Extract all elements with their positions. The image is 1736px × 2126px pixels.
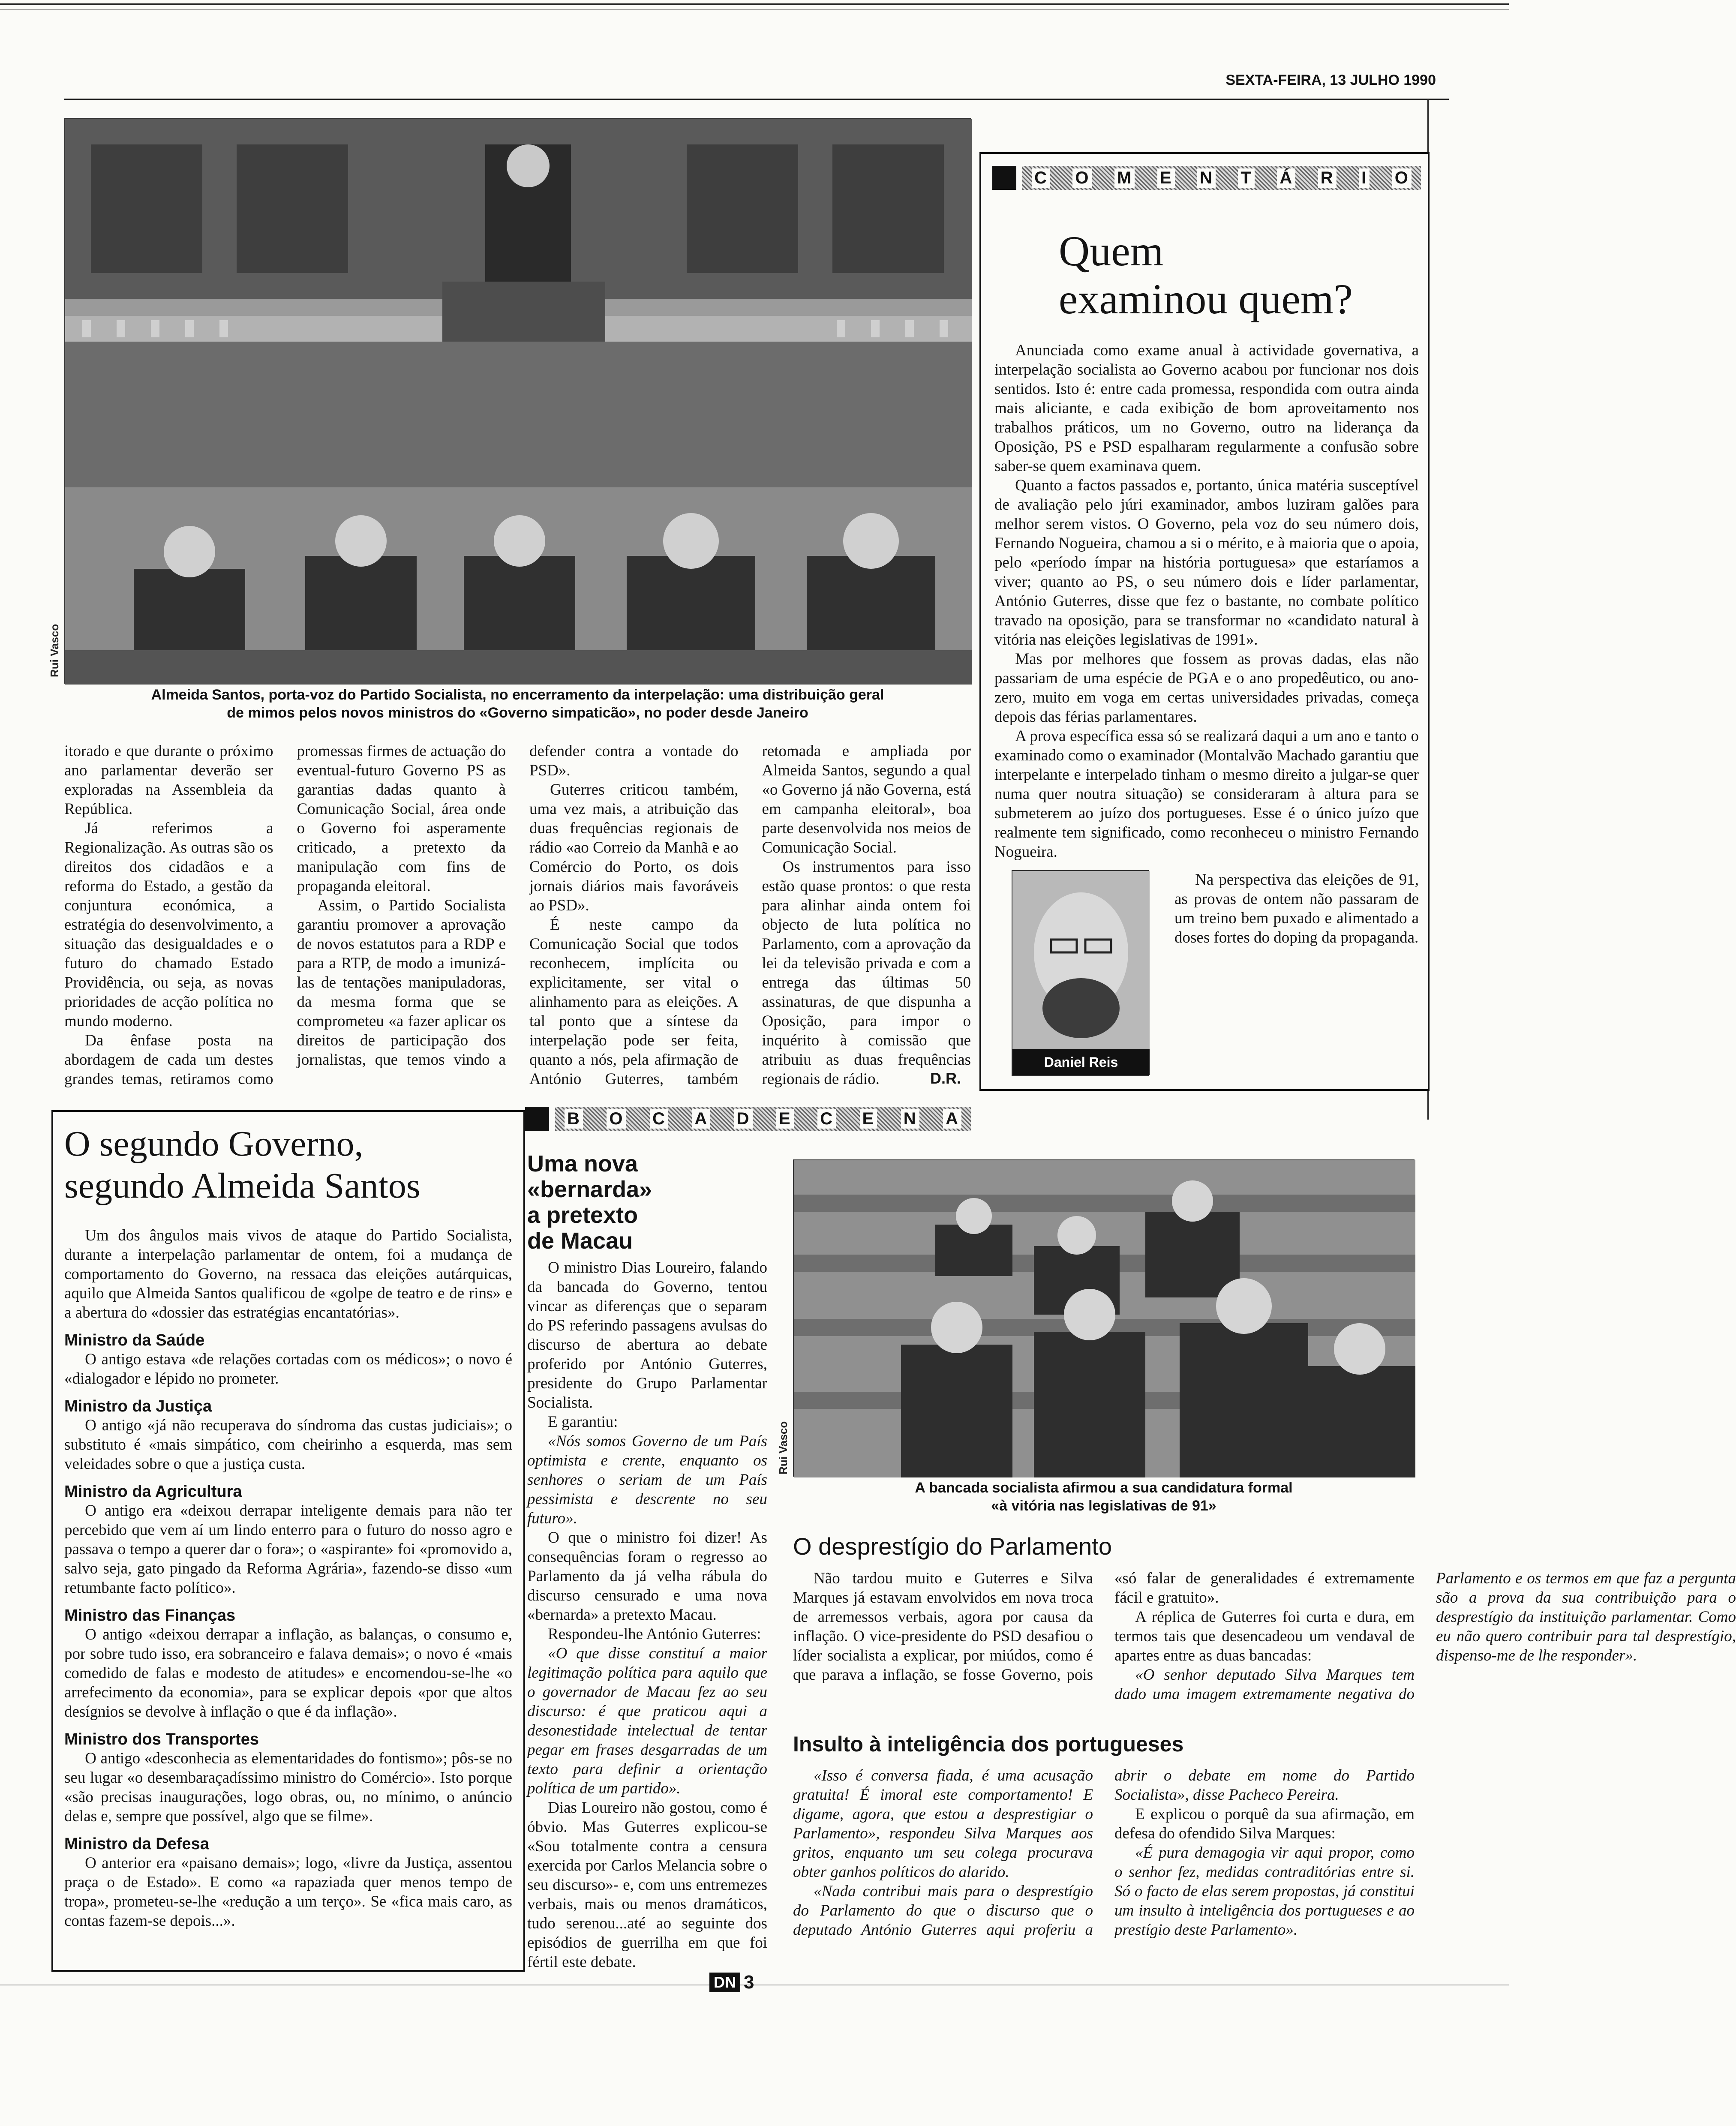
continuation-paragraph: itorado e que durante o próximo ano parlamentar deverão ser exploradas na Assembleia da República. — [64, 742, 273, 818]
minister-text: O antigo era «deixou derrapar inteligente demais para não ter percebido que vem aí um lindo enterro para o futuro do nosso agro e passava o tempo a querer dar o fora»; o «aspirante» foi «promovido a, salvo seja, gato pingado da Reforma Agrária», fazendo-se disso «um retumbante facto político». — [64, 1502, 512, 1597]
socialist-bench-image — [794, 1160, 1415, 1477]
macau-quote: «O que disse constituí a maior legitimação política para aquilo que o governador de Macau fez ao seu discurso: é que praticou aqui a desonestidade intelectual de tentar pegar em frases desgarradas de um texto para definir a orientação política de um partido». — [527, 1645, 767, 1797]
desprestigio-title: O desprestígio do Parlamento — [793, 1533, 1112, 1560]
kicker-letter: E — [1157, 168, 1175, 188]
minister-text: O anterior era «paisano demais»; logo, «livre da Justiça, assentou praça o de Estado». E como «a rapaziada quer menos tempo de tropa», prometeu-se-lhe «redução a um terço». Se «fica mais caro, as contas fazem-se depois...». — [64, 1854, 512, 1930]
header-rule — [64, 99, 1449, 100]
date-line: SEXTA-FEIRA, 13 JULHO 1990 — [1225, 72, 1436, 88]
kicker-letter: R — [1318, 168, 1337, 188]
kicker-letter: M — [1114, 168, 1135, 188]
comentario-body-bottom — [1174, 870, 1419, 947]
macau-paragraph: E garantiu: — [548, 1413, 618, 1431]
comentario-paragraph: Anunciada como exame anual à actividade governativa, a interpelação socialista ao Governo acabou por funcionar nos dois sentidos. Isto é: entre cada promessa, respondida com outra ainda mais aliciante, e cada exibição de bom aproveitamento nos trabalhos práticos, um no Governo, outro na liderança da Oposição, PS e PSD espalharam regularmente a confusão sobre saber-se quem examinava quem. — [994, 342, 1419, 475]
minister-text: O antigo «desconhecia as elementaridades do fontismo»; pôs-se no seu lugar «o desembaraçadíssimo ministro do Comércio». Isto porque «são precisas inaugurações, logo obras, ou, no mínimo, o anúncio delas e, sempre que possível, algo que se filme». — [64, 1750, 512, 1825]
comentario-kicker — [992, 165, 1421, 191]
kicker-letter: E — [776, 1109, 794, 1129]
insulto-quote: «Nada contribui mais para o desprestígio do Parlamento do que o discurso que o deputado António Guterres aqui proferiu a abrir o debate em nome do Partido Socialista», disse Pacheco Pereira. — [793, 1767, 1415, 1939]
segundo-governo-title-line1: O segundo Governo, — [64, 1124, 363, 1164]
desprestigio-paragraph: A réplica de Guterres foi curta e dura, em termos tais que desencadeou um vendaval de apartes entre as duas bancadas: — [1114, 1608, 1415, 1664]
continuation-paragraph: Da ênfase posta na abordagem de cada um destes grandes temas, retiramos como promessas firmes de actuação do eventual-futuro Governo PS as garantias dadas quanto à Comunicação Social, área onde o Governo foi asperamente criticado, a pretexto da manipulação com fins de propaganda eleitoral. — [64, 742, 506, 1088]
minister-heading: Ministro da Agricultura — [64, 1483, 242, 1501]
kicker-letter: O — [607, 1109, 626, 1129]
kicker-letter: A — [943, 1109, 961, 1129]
kicker-letter: D — [734, 1109, 753, 1129]
comentario-paragraph: Na perspectiva das eleições de 91, as provas de ontem não passaram de um treino bem puxado e alimentado a doses fortes do doping da propaganda. — [1174, 871, 1419, 946]
footer-logo — [709, 1972, 754, 1993]
top-photo-credit: Rui Vasco — [48, 624, 61, 677]
macau-body — [527, 1258, 767, 1971]
kicker-letter: T — [1238, 168, 1254, 188]
minister-text: O antigo «deixou derrapar a inflação, as balanças, o consumo e, por sobre tudo isso, era sobranceiro e falava demais»; o novo é «mais comedido de falas e modesto de atitudes» e encomendou-se-lhe «o arrefecimento da economia», para se explicar depois «por que altos desígnios se devolve à inflação o que é da inflação». — [64, 1626, 512, 1721]
segundo-governo-title-line2: segundo Almeida Santos — [64, 1166, 420, 1206]
top-photo — [64, 118, 971, 684]
macau-title — [527, 1151, 652, 1254]
bancada-caption-line2: «à vitória nas legislativas de 91» — [991, 1498, 1216, 1514]
segundo-governo-body — [64, 1226, 512, 1963]
kicker-letter: C — [1032, 168, 1050, 188]
comentario-paragraph: Mas por melhores que fossem as provas dadas, elas não passariam de uma espécie de PGA e o ano propedêutico, ou ano-zero, muito em voga em certas universidades privadas, começa depois das férias parlamentares. — [994, 650, 1419, 726]
comentario-title — [1059, 227, 1353, 323]
macau-title-line2: «bernarda» — [527, 1177, 652, 1202]
top-photo-caption-line1: Almeida Santos, porta-voz do Partido Socialista, no encerramento da interpelação: uma distribuição geral — [151, 687, 884, 703]
minister-heading: Ministro da Justiça — [64, 1397, 212, 1415]
comentario-title-line1: Quem — [1059, 227, 1164, 275]
insulto-quote: «É pura demagogia vir aqui propor, como o senhor fez, medidas contraditórias entre si. Só o facto de elas serem propostas, já constitui um insulto à inteligência dos portugueses e ao prestígio deste Parlamento». — [1114, 1844, 1415, 1939]
kicker-letter: A — [692, 1109, 710, 1129]
top-rule-thin — [0, 9, 1509, 10]
kicker-letter: Á — [1277, 168, 1295, 188]
portrait-image — [1012, 871, 1150, 1051]
minister-text: O antigo «já não recuperava do síndroma das custas judiciais»; o substituto é «mais simpático, com cheirinho a esquerda, mas sem veleidades sobre o que a justiça custa. — [64, 1417, 512, 1473]
kicker-letter: O — [1072, 168, 1092, 188]
top-photo-caption-line2: de mimos pelos novos ministros do «Governo simpaticão», no poder desde Janeiro — [227, 705, 808, 721]
bancada-photo-caption — [793, 1479, 1415, 1515]
dn-logo-icon: DN — [709, 1973, 740, 1992]
continuation-paragraph: Os instrumentos para isso estão quase prontos: o que resta para alinhar ainda ontem foi objecto de luta política no Parlamento, com a aprovação da lei da televisão privada e com a entrega das últimas 50 assinaturas, de que dispunha a Oposição, para impor o inquérito à comissão que atribuiu as duas frequências regionais de rádio. — [762, 858, 971, 1088]
continuation-paragraph: É neste campo da Comunicação Social que todos reconhecem, implícita ou explicitamente, ser vital o alinhamento para as eleições. A tal ponto que a síntese da interpelação pode ser feita, quanto a nós, pela afirmação de António Guterres, também retomada e ampliada por Almeida Santos, segundo a qual «o Governo já não Governa, está em campanha eleitoral», boa parte desenvolvida nos meios de Comunicação Social. — [529, 742, 971, 1088]
comentario-paragraph: A prova específica essa só se realizará daqui a um ano e tanto o examinado como o examinador (Montalvão Machado garantiu que interpelante e interpelado tinham o mesmo direito a julgar-se quer numa quer noutra situação) se consideraram à altura para se submeterem ao juízo dos portugueses. Esse é o único juízo que realmente tem significado, como reconheceu o ministro Fernando Nogueira. — [994, 727, 1419, 861]
kicker-letter: O — [1392, 168, 1412, 188]
parliament-podium-image — [65, 119, 972, 685]
kicker-letter: B — [565, 1109, 583, 1129]
desprestigio-body — [793, 1569, 1736, 1719]
insulto-paragraph: E explicou o porquê da sua afirmação, em defesa do ofendido Silva Marques: — [1114, 1805, 1415, 1842]
bancada-caption-line1: A bancada socialista afirmou a sua candidatura formal — [915, 1480, 1293, 1496]
minister-heading: Ministro dos Transportes — [64, 1730, 259, 1748]
top-photo-caption — [64, 686, 971, 722]
insulto-body — [793, 1766, 1415, 1963]
minister-heading: Ministro da Saúde — [64, 1331, 205, 1349]
continuation-signature: D.R. — [930, 1069, 961, 1087]
minister-heading: Ministro da Defesa — [64, 1835, 209, 1853]
minister-heading: Ministro das Finanças — [64, 1607, 236, 1625]
daniel-reis-portrait — [1012, 870, 1149, 1076]
comentario-body-top — [994, 341, 1419, 861]
macau-paragraph: O que o ministro foi dizer! As consequências foram o regresso ao Parlamento da já velha rábula do discurso censurado e uma nova «bernarda» a pretexto Macau. — [527, 1529, 767, 1624]
macau-paragraph: O ministro Dias Loureiro, falando da bancada do Governo, tentou vincar as diferenças que o separam do PS referindo passagens avulsas do discurso de abertura ao debate proferido por António Guterres, presidente do Grupo Parlamentar Socialista. — [527, 1259, 767, 1411]
portrait-name: Daniel Reis — [1012, 1049, 1150, 1075]
comentario-paragraph: Quanto a factos passados e, portanto, única matéria susceptível de avaliação pelo júri examinador, ambos luziram galões para melhor serem vistos. O Governo, pela voz do seu número dois, Fernando Nogueira, chamou a si o mérito, e à maioria que o apoia, pelo «período ímpar na história portuguesa» que estaríamos a viver; quanto ao PS, o seu número dois e líder parlamentar, António Guterres, disse que fez o bastante, no combate político travado na oposição, para se transformar no «candidato natural à vitória nas eleições legislativas de 1991». — [994, 477, 1419, 649]
comentario-title-line2: examinou quem? — [1059, 275, 1353, 323]
kicker-letter: C — [650, 1109, 668, 1129]
segundo-governo-title — [64, 1123, 420, 1207]
insulto-title: Insulto à inteligência dos portugueses — [793, 1732, 1184, 1756]
kicker-letter: N — [1197, 168, 1216, 188]
bancada-photo-credit: Rui Vasco — [777, 1421, 790, 1474]
top-rule — [0, 3, 1509, 5]
page-number: 3 — [744, 1972, 754, 1993]
kicker-letter: E — [860, 1109, 877, 1129]
macau-paragraph: Respondeu-lhe António Guterres: — [548, 1625, 761, 1643]
kicker-square-icon — [992, 166, 1016, 190]
kicker-letter: I — [1359, 168, 1370, 188]
continuation-paragraph: Guterres criticou também, uma vez mais, a atribuição das duas frequências regionais de rádio «ao Correio da Manhã e ao Comércio do Porto, os dois jornais diários mais favoráveis ao PSD». — [529, 781, 739, 914]
bancada-photo — [793, 1159, 1415, 1477]
insulto-quote: «Isso é conversa fiada, é uma acusação gratuita! É imoral este comportamento! E digame, agora, que estou a desprestigiar o Parlamento», respondeu Silva Marques aos gritos, enquanto um seu colega procurava obter ganhos políticos do alarido. — [793, 1767, 1093, 1881]
kicker-bar — [555, 1107, 971, 1131]
desprestigio-paragraph: Não tardou muito e Guterres e Silva Marques já estavam envolvidos em nova troca de arremessos verbais, agora por causa da inflação. O vice-presidente do PSD desafiou o líder socialista a explicar, por miúdos, como é que parava a inflação, se fosse Governo, pois «só falar de generalidades é extremamente fácil e gratuito». — [793, 1570, 1415, 1684]
macau-title-line3: a pretexto — [527, 1202, 638, 1228]
kicker-letter: N — [901, 1109, 919, 1129]
macau-title-line1: Uma nova — [527, 1151, 638, 1177]
macau-paragraph: Dias Loureiro não gostou, como é óbvio. Mas Guterres explicou-se «Sou totalmente contra a censura exercida por Carlos Melancia sobre o seu discurso»- e, com uns entremezes verbais, mais ou menos dramáticos, tudo serenou...até ao seguinte dos episódios de guerrilha em que foi fértil este debate. — [527, 1799, 767, 1971]
macau-quote: «Nós somos Governo de um País optimista e crente, enquanto os senhores o seriam de um País pessimista e descrente no seu futuro». — [527, 1432, 767, 1527]
kicker-square-icon — [525, 1107, 549, 1131]
boca-de-cena-kicker — [525, 1106, 971, 1132]
continuation-paragraph: Já referimos a Regionalização. As outras são os direitos dos cidadãos e a reforma do Estado, a gestão da conjuntura económica, a estratégia do desenvolvimento, a situação das desigualdades e o futuro do chamado Estado Providência, ou seja, as novas prioridades de acção política no mundo moderno. — [64, 820, 273, 1030]
continuation-paragraph: Assim, o Partido Socialista garantiu promover a aprovação de novos estatutos para a RDP e para a RTP, de modo a imunizá-las de tentações manipuladoras, da mesma forma que se comprometeu «a fazer aplicar os direitos de participação dos jornalistas, que temos vindo a defender contra a vontade do PSD». — [297, 742, 739, 1069]
macau-title-line4: de Macau — [527, 1228, 633, 1254]
continuation-article — [64, 742, 971, 1093]
kicker-bar — [1022, 166, 1421, 190]
segundo-governo-intro: Um dos ângulos mais vivos de ataque do Partido Socialista, durante a interpelação parlamentar de ontem, foi a mudança de comportamento do Governo, na ressaca das eleições autárquicas, aquilo que Almeida Santos qualificou de «golpe de teatro e de rins» e a abertura do «dossier das estratégias encantatórias». — [64, 1227, 512, 1321]
kicker-letter: C — [817, 1109, 836, 1129]
desprestigio-quote: «O senhor deputado Silva Marques tem dado uma imagem extremamente negativa do Parlamento e os termos em que faz a pergunta são a prova da sua contribuição para o desprestígio da instituição parlamentar. Como eu não quero contribuir para tal desprestígio, dispenso-me de lhe responder». — [1114, 1570, 1736, 1703]
minister-text: O antigo estava «de relações cortadas com os médicos»; o novo é «dialogador e lépido no prometer. — [64, 1351, 512, 1387]
